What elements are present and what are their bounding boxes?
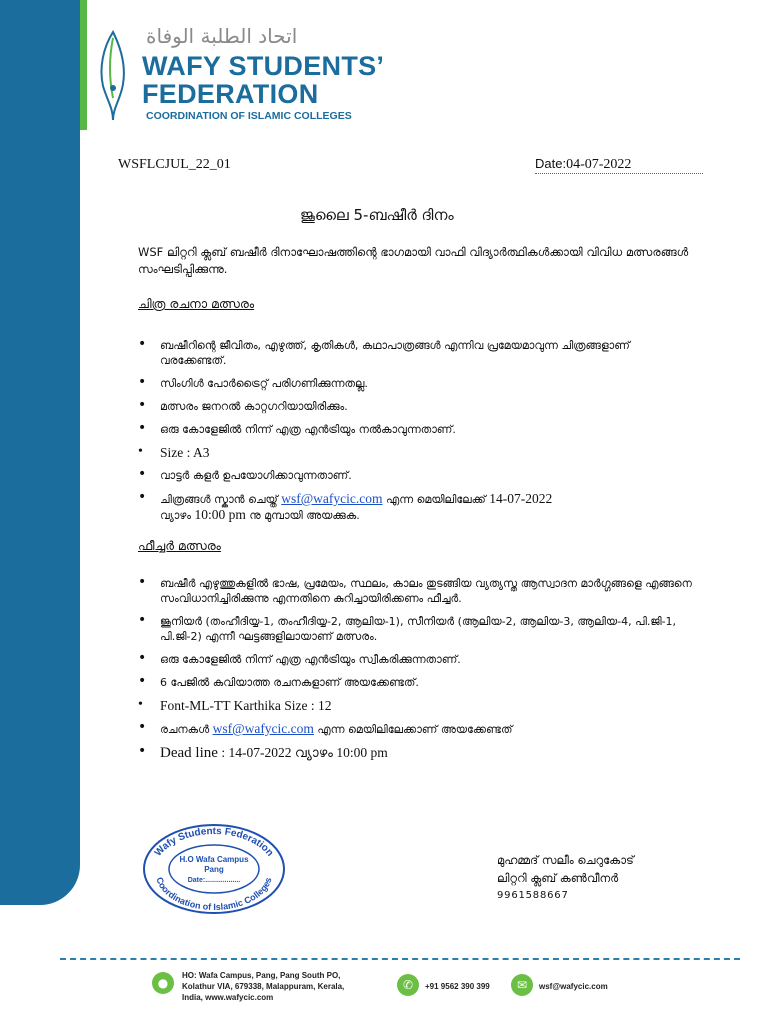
location-pin-icon: ● [152, 972, 174, 994]
list-item: • ബഷീർ എഴുത്തുകളിൽ ഭാഷ, പ്രമേയം, സ്ഥലം, കാലം തുടങ്ങിയ വ്യത്യസ്ത ആസ്വാദന മാർഗ്ഗങ്ങളെ എങ്ങനെ സംവിധാനിച്ചിരിക്കുന്നു എന്നതിനെ കുറിച്ചായിരിക്കണം ഫീച്ചർ. [136, 576, 696, 606]
date-field [535, 156, 703, 174]
drawing-rules-list [136, 338, 696, 531]
list-item: • ജൂനിയർ (തംഹീദിയ്യ-1, തംഹീദിയ്യ-2, ആലിയ-1), സീനിയർ (ആലിയ-2, ആലിയ-3, ആലിയ-4, പി.ജി-1, പി.ജി-2) എന്നീ ഘട്ടങ്ങളിലായാണ് മത്സരം. [136, 614, 696, 644]
signer-phone: 9961588667 [497, 890, 569, 901]
send-text: രചനകൾ [160, 723, 210, 736]
official-stamp [140, 822, 288, 916]
date-label: Date: [535, 156, 567, 171]
green-accent-bar [80, 0, 87, 130]
footer-address-line: HO: Wafa Campus, Pang, Pang South PO, [182, 971, 341, 980]
signer-name: മുഹമ്മദ് സലീം ചെറുകോട് [497, 853, 634, 867]
footer-address [182, 970, 344, 1003]
deadline-value: : 14-07-2022 വ്യാഴം 10:00 pm [221, 745, 388, 760]
logo-title-line2: FEDERATION [142, 79, 319, 109]
left-brand-bar [0, 0, 80, 905]
deadline-label: Dead line [160, 745, 218, 761]
footer-address-line: Kolathur VIA, 679338, Malappuram, Kerala, [182, 982, 345, 991]
list-item: • Font-ML-TT Karthika Size : 12 [136, 698, 696, 713]
reference-number: WSFLCJUL_22_01 [118, 157, 231, 172]
deadline-date: 14-07-2022 [489, 491, 553, 506]
date-value: 04-07-2022 [566, 157, 632, 172]
send-text-mid: എന്ന മെയിലിലേക്ക് [386, 493, 486, 506]
list-item [136, 745, 696, 761]
pen-logo-icon [93, 28, 133, 123]
footer-divider [60, 958, 740, 960]
send-text-after: എന്ന മെയിലിലേക്കാണ് അയക്കേണ്ടത് [317, 723, 513, 736]
send-text: ചിത്രങ്ങൾ സ്കാൻ ചെയ്ത് [160, 493, 278, 506]
list-item [136, 491, 696, 523]
list-item: • മത്സരം ജനറൽ കാറ്റഗറിയായിരിക്കും. [136, 399, 696, 414]
phone-icon: ✆ [397, 974, 419, 996]
stamp-outer-bottom: Coordination of Islamic Colleges [154, 875, 274, 912]
stamp-line3: Date:.................. [187, 877, 241, 884]
list-item: • 6 പേജിൽ കവിയാത്ത രചനകളാണ് അയക്കേണ്ടത്. [136, 675, 696, 690]
deadline-text: നു മുമ്പായി അയക്കുക. [249, 509, 360, 522]
deadline-time: 10:00 pm [194, 507, 246, 522]
deadline-day: വ്യാഴം [160, 509, 192, 522]
intro-paragraph: WSF ലിറ്ററി ക്ലബ് ബഷീർ ദിനാഘോഷത്തിന്റെ ഭാഗമായി വാഫി വിദ്യാർത്ഥികൾക്കായി വിവിധ മത്സരങ്ങൾ സംഘടിപ്പിക്കുന്നു. [138, 245, 689, 276]
email-icon: ✉ [511, 974, 533, 996]
list-item: • ഒരു കോളേജിൽ നിന്ന് എത്ര എൻട്രിയും നൽകാവുന്നതാണ്. [136, 422, 696, 437]
list-item: • ഒരു കോളേജിൽ നിന്ന് എത്ര എൻട്രിയും സ്വീകരിക്കുന്നതാണ്. [136, 652, 696, 667]
stamp-line1: H.O Wafa Campus [179, 855, 249, 864]
signer-title: ലിറ്ററി ക്ലബ് കൺവീനർ [497, 871, 619, 885]
list-item: • വാട്ടർ കളർ ഉപയോഗിക്കാവുന്നതാണ്. [136, 468, 696, 483]
email-link[interactable]: wsf@wafycic.com [281, 491, 383, 506]
logo-subtitle: COORDINATION OF ISLAMIC COLLEGES [146, 110, 352, 122]
email-link[interactable]: wsf@wafycic.com [212, 721, 314, 736]
footer-email[interactable]: wsf@wafycic.com [539, 982, 608, 991]
list-item: • സിംഗിൾ പോർട്രൈറ്റ് പരിഗണിക്കുന്നതല്ല. [136, 376, 696, 391]
logo-title [142, 52, 384, 108]
footer-phone[interactable]: +91 9562 390 399 [425, 982, 490, 991]
logo-title-line1: WAFY STUDENTS’ [142, 51, 385, 81]
list-item: • ബഷീറിന്റെ ജീവിതം, എഴുത്ത്, കൃതികൾ, കഥാപാത്രങ്ങൾ എന്നിവ പ്രമേയമാവുന്ന ചിത്രങ്ങളാണ് വരക്കേണ്ടത്. [136, 338, 696, 368]
section-title-drawing: ചിത്ര രചനാ മത്സരം [138, 296, 255, 311]
signature-block [497, 851, 634, 905]
feature-rules-list [136, 576, 696, 769]
section-title-feature: ഫീച്ചർ മത്സരം [138, 538, 221, 553]
list-item [136, 721, 696, 737]
page-title: ജൂലൈ 5-ബഷീർ ദിനം [300, 206, 454, 224]
stamp-outer-top: Wafy Students Federation [152, 825, 276, 859]
stamp-line2: Pang [204, 865, 224, 874]
list-item: • Size : A3 [136, 445, 696, 460]
svg-text:Wafy Students Federation [153, 826, 275, 859]
footer-address-line: India, www.wafycic.com [182, 993, 274, 1002]
logo-arabic-name: اتحاد الطلبة الوفاة [146, 24, 298, 48]
